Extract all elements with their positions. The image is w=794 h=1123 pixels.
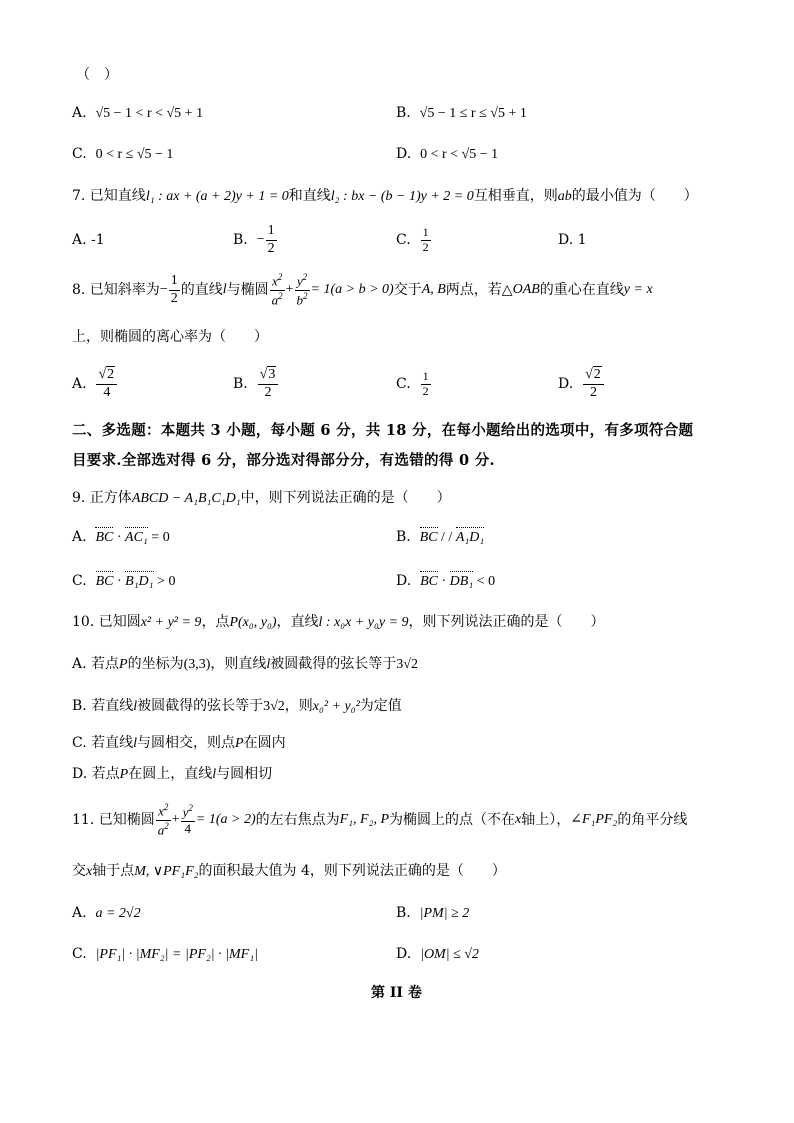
answer-paren: （ ）: [76, 67, 118, 83]
q6-option-c: [72, 147, 173, 162]
q6-option-c-text: 0 < r ≤ √5 − 1: [95, 147, 174, 162]
q8-option-a: A. $\frac{√2}{4}$: [72, 362, 118, 406]
q9-cube: ABCD − A₁B₁C₁D₁: [131, 491, 241, 506]
fraction: $\frac{√3}{2}$: [258, 367, 279, 400]
q9-option-a: A. BC · AC₁ = 0: [72, 529, 170, 545]
q6-option-a-text: √5 − 1 < r < √5 + 1: [95, 106, 204, 121]
q8-option-c: C. $\frac{1}{2}$: [396, 368, 429, 398]
q8-stem: 8. 已知斜率为 − $\frac{1}{2}$ 的直线 l 与椭圆 $\frac{x^2}{a^2}$ + $\frac{y^2}{b^2}$ = 1(a > b > 0) 交于 A, B 两点，若△ OAB 的重心在直线 y = x: [72, 272, 653, 307]
fraction: $\frac{√2}{4}$: [96, 367, 117, 400]
q9-option-c: C. BC · B₁D₁ > 0: [72, 573, 176, 589]
q7-option-b: B. − $\frac{1}{2}$: [233, 223, 275, 256]
q11-option-a: A. a = 2√2: [72, 905, 141, 921]
fraction: $\frac{√2}{2}$: [583, 367, 604, 400]
q6-option-d-text: 0 < r < √5 − 1: [420, 147, 499, 162]
fraction: $\frac{x^2}{a^2}$: [157, 802, 169, 837]
q7-line-l1: l₁ : ax + (a + 2)y + 1 = 0: [145, 189, 289, 204]
fraction: $\frac{y^2}{4}$: [182, 803, 193, 836]
q11-option-b: B. |PM| ≥ 2: [396, 905, 470, 921]
q9-option-b: B. BC / / A₁D₁: [396, 529, 485, 545]
option-label: B.: [396, 105, 411, 121]
q10-stem: 10. 已知圆x² + y² = 9，点P(x₀, y₀)，直线l : x₀x + y₀y = 9，则下列说法正确的是（ ）: [72, 614, 605, 630]
part-heading: 第 II 卷: [371, 985, 422, 1001]
fraction: $\frac{y^2}{b^2}$: [296, 272, 308, 307]
q7-option-c: C. $\frac{1}{2}$: [396, 224, 429, 254]
q10-option-b: B. 若直线l被圆截得的弦长等于3√2，则x₀² + y₀²为定值: [72, 698, 402, 714]
option-label: C.: [72, 146, 87, 162]
q8-option-b: B. $\frac{√3}{2}$: [233, 362, 279, 406]
q10-option-c: C. 若直线l与圆相交，则点P在圆内: [72, 735, 286, 751]
fraction: $\frac{1}{2}$: [267, 223, 275, 256]
option-label: D.: [396, 146, 412, 162]
q11-stem-line2: 交x轴于点M, ∨PF₁F₂的面积最大值为 4，则下列说法正确的是（ ）: [72, 863, 506, 879]
q9-option-d: D. BC · DB₁ < 0: [396, 573, 496, 589]
section-heading: 二、多选题：本题共 3 小题，每小题 6 分，共 18 分，在每小题给出的选项中，有多项符合题: [72, 422, 694, 439]
q11-option-c: C. |PF₁| · |MF₂| = |PF₂| · |MF₁|: [72, 946, 258, 962]
fraction: $\frac{1}{2}$: [422, 224, 429, 254]
fraction: $\frac{1}{2}$: [170, 273, 178, 306]
option-label: A.: [72, 105, 87, 121]
q8-stem-line2: 上，则椭圆的离心率为（ ）: [72, 329, 268, 345]
q7-stem: 7. 已知直线l₁ : ax + (a + 2)y + 1 = 0和直线l₂ : bx − (b − 1)y + 2 = 0互相垂直，则ab的最小值为（ ）: [72, 188, 698, 204]
q7-option-a: A. -1: [72, 232, 105, 248]
q10-option-a: A. 若点P的坐标为(3,3)，则直线l被圆截得的弦长等于3√2: [72, 656, 418, 672]
fraction: $\frac{x^2}{a^2}$: [271, 272, 283, 307]
q11-option-d: D. |OM| ≤ √2: [396, 946, 479, 962]
q7-option-d: D. 1: [558, 232, 587, 248]
q7-line-l2: l₂ : bx − (b − 1)y + 2 = 0: [330, 189, 474, 204]
q6-option-b: [396, 106, 527, 121]
q9-stem: 9. 正方体ABCD − A₁B₁C₁D₁中，则下列说法正确的是（ ）: [72, 490, 451, 506]
section-heading-line2: 目要求.全部选对得 6 分，部分选对得部分分，有选错的得 0 分.: [72, 452, 495, 469]
q8-option-d: D. $\frac{√2}{2}$: [558, 362, 605, 406]
q11-stem: 11. 已知椭圆 $\frac{x^2}{a^2}$ + $\frac{y^2}{4}$ = 1(a > 2) 的左右焦点为 F₁, F₂, P 为椭圆上的点（不在 x 轴上）， ∠F₁PF₂ 的角平分线: [72, 802, 688, 837]
q6-option-a: [72, 106, 203, 121]
q10-option-d: D. 若点P在圆上，直线l与圆相切: [72, 766, 273, 782]
q6-option-d: [396, 147, 498, 162]
q6-option-b-text: √5 − 1 ≤ r ≤ √5 + 1: [419, 106, 527, 121]
fraction: $\frac{1}{2}$: [422, 368, 429, 398]
